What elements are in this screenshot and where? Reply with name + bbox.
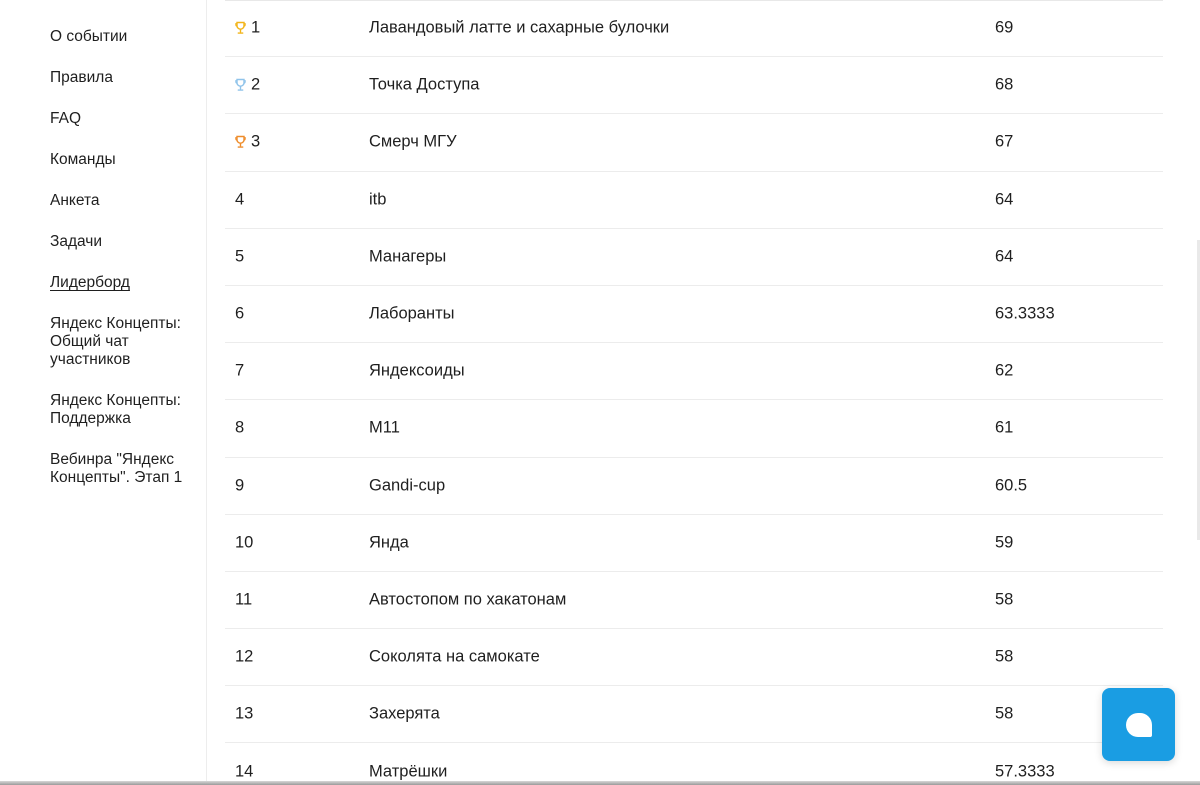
table-row [225,515,1163,572]
chat-widget-button[interactable] [1102,688,1175,761]
team-name: Смерч МГУ [369,132,457,151]
rank-value: 9 [235,476,245,495]
team-name: Яндексоиды [369,361,465,380]
rank-value: 11 [235,590,253,609]
rank-value: 6 [235,304,245,323]
chat-bubble-icon [1126,713,1152,737]
rank-value: 14 [235,762,254,781]
sidebar-item-support[interactable]: Яндекс Концепты: Поддержка [50,392,181,427]
table-row [225,0,1163,57]
sidebar-item-rules[interactable]: Правила [50,69,113,86]
sidebar-item-form[interactable]: Анкета [50,192,100,209]
score-value: 68 [995,75,1014,94]
table-row [225,458,1163,515]
score-value: 64 [995,190,1014,209]
score-value: 67 [995,132,1014,151]
team-name: Янда [369,533,409,552]
sidebar-item-webinar[interactable]: Вебинра "Яндекс Концепты". Этап 1 [50,451,183,486]
sidebar-item-general-chat[interactable]: Яндекс Концепты: Общий чат участников [50,315,181,368]
table-row [225,572,1163,629]
leaderboard-table [225,0,1163,785]
team-name: Автостопом по хакатонам [369,590,567,609]
rank-cell [235,76,260,95]
table-row [225,229,1163,286]
sidebar-item-leaderboard[interactable]: Лидерборд [50,274,130,291]
rank-cell [235,305,244,324]
rank-cell [235,419,244,438]
team-name: Захерята [369,704,440,723]
rank-cell [235,590,252,609]
bronze-trophy-icon [235,136,247,149]
team-name: Манагеры [369,247,447,266]
window-bottom-edge [0,781,1200,785]
team-name: Лавандовый латте и сахарные булочки [369,18,670,37]
rank-value: 7 [235,361,245,380]
rank-cell [235,705,253,724]
silver-trophy-icon [235,79,247,92]
rank-cell [235,190,244,209]
score-value: 57.3333 [995,762,1055,781]
score-value: 58 [995,647,1014,666]
team-name: М11 [369,418,400,437]
sidebar-item-tasks[interactable]: Задачи [50,233,103,250]
score-value: 58 [995,704,1014,723]
rank-value: 2 [251,75,261,94]
score-value: 59 [995,533,1014,552]
team-name: itb [369,190,387,209]
rank-value: 8 [235,418,245,437]
sidebar-item-faq[interactable]: FAQ [50,110,82,127]
score-value: 61 [995,418,1014,437]
rank-cell [235,533,253,552]
rank-cell [235,648,253,667]
table-row [225,57,1163,114]
leaderboard-rows [225,0,1163,785]
rank-value: 5 [235,247,245,266]
sidebar-item-teams[interactable]: Команды [50,151,116,168]
sidebar-nav [50,28,190,510]
table-row [225,629,1163,686]
score-value: 64 [995,247,1014,266]
rank-cell [235,133,260,152]
rank-value: 3 [251,132,261,151]
table-row [225,686,1163,743]
team-name: Матрёшки [369,762,448,781]
team-name: Соколята на самокате [369,647,540,666]
sidebar-item-about[interactable]: О событии [50,28,128,45]
team-name: Лаборанты [369,304,455,323]
rank-value: 4 [235,190,245,209]
score-value: 69 [995,18,1014,37]
score-value: 62 [995,361,1014,380]
rank-cell [235,362,244,381]
table-row [225,286,1163,343]
rank-value: 10 [235,533,254,552]
table-row [225,743,1163,785]
team-name: Точка Доступа [369,75,480,94]
gold-trophy-icon [235,22,247,35]
rank-cell [235,19,260,38]
table-row [225,343,1163,400]
table-row [225,114,1163,171]
score-value: 60.5 [995,476,1028,495]
team-name: Gandi-cup [369,476,446,495]
table-row [225,400,1163,457]
rank-cell [235,476,244,495]
sidebar [0,0,207,785]
rank-cell [235,762,253,781]
rank-cell [235,247,244,266]
rank-value: 12 [235,647,254,666]
rank-value: 1 [251,18,261,37]
table-row [225,172,1163,229]
score-value: 63.3333 [995,304,1055,323]
score-value: 58 [995,590,1014,609]
rank-value: 13 [235,704,254,723]
